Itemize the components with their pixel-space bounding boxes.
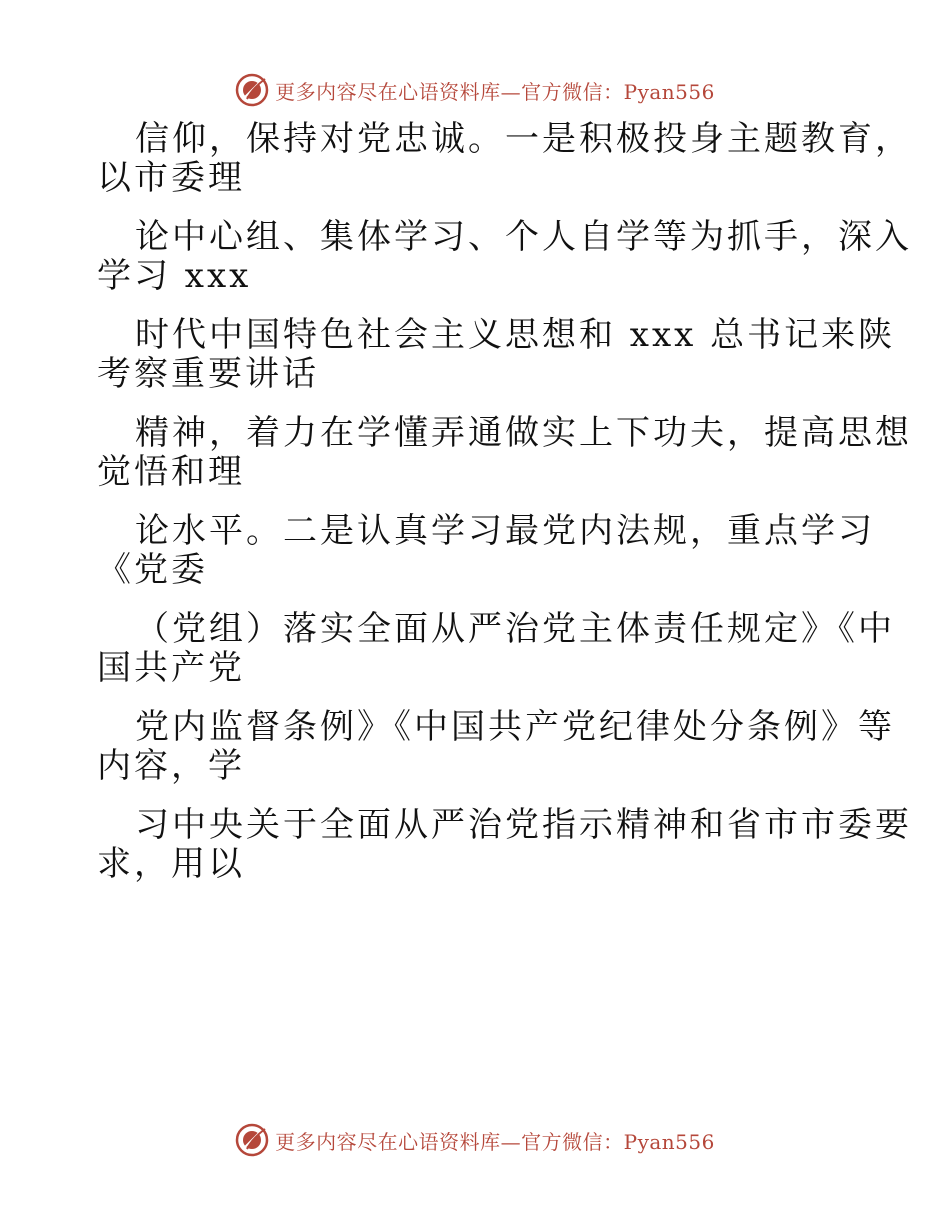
text-line: 觉悟和理	[97, 452, 245, 492]
text-line: 信仰，保持对党忠诚。一是积极投身主题教育，	[135, 119, 912, 159]
text-line: 党内监督条例》《中国共产党纪律处分条例》等	[135, 707, 895, 747]
text-line: 求，用以	[97, 844, 245, 884]
text-line: 考察重要讲话	[97, 354, 319, 394]
text-line: 《党委	[97, 550, 208, 590]
header-banner	[0, 70, 950, 110]
text-line: （党组）落实全面从严治党主体责任规定》《中	[135, 609, 895, 649]
text-line: 时代中国特色社会主义思想和 xxx 总书记来陕	[135, 315, 896, 355]
text-line: 习中央关于全面从严治党指示精神和省市市委要	[135, 805, 912, 845]
footer-banner-text: 更多内容尽在心语资料库—官方微信：Pyan556	[275, 1129, 715, 1154]
header-banner-text: 更多内容尽在心语资料库—官方微信：Pyan556	[275, 79, 715, 104]
quill-logo-icon	[235, 73, 269, 107]
text-line: 内容，学	[97, 746, 245, 786]
text-line: 国共产党	[97, 648, 245, 688]
document-body	[97, 119, 912, 884]
footer-banner	[0, 1120, 950, 1160]
text-line: 学习 xxx	[97, 256, 252, 296]
text-line: 论水平。二是认真学习最党内法规，重点学习	[135, 511, 875, 551]
quill-logo-icon	[235, 1123, 269, 1157]
text-line: 精神，着力在学懂弄通做实上下功夫，提高思想	[135, 413, 912, 453]
text-line: 论中心组、集体学习、个人自学等为抓手，深入	[135, 217, 912, 257]
text-line: 以市委理	[97, 158, 245, 198]
